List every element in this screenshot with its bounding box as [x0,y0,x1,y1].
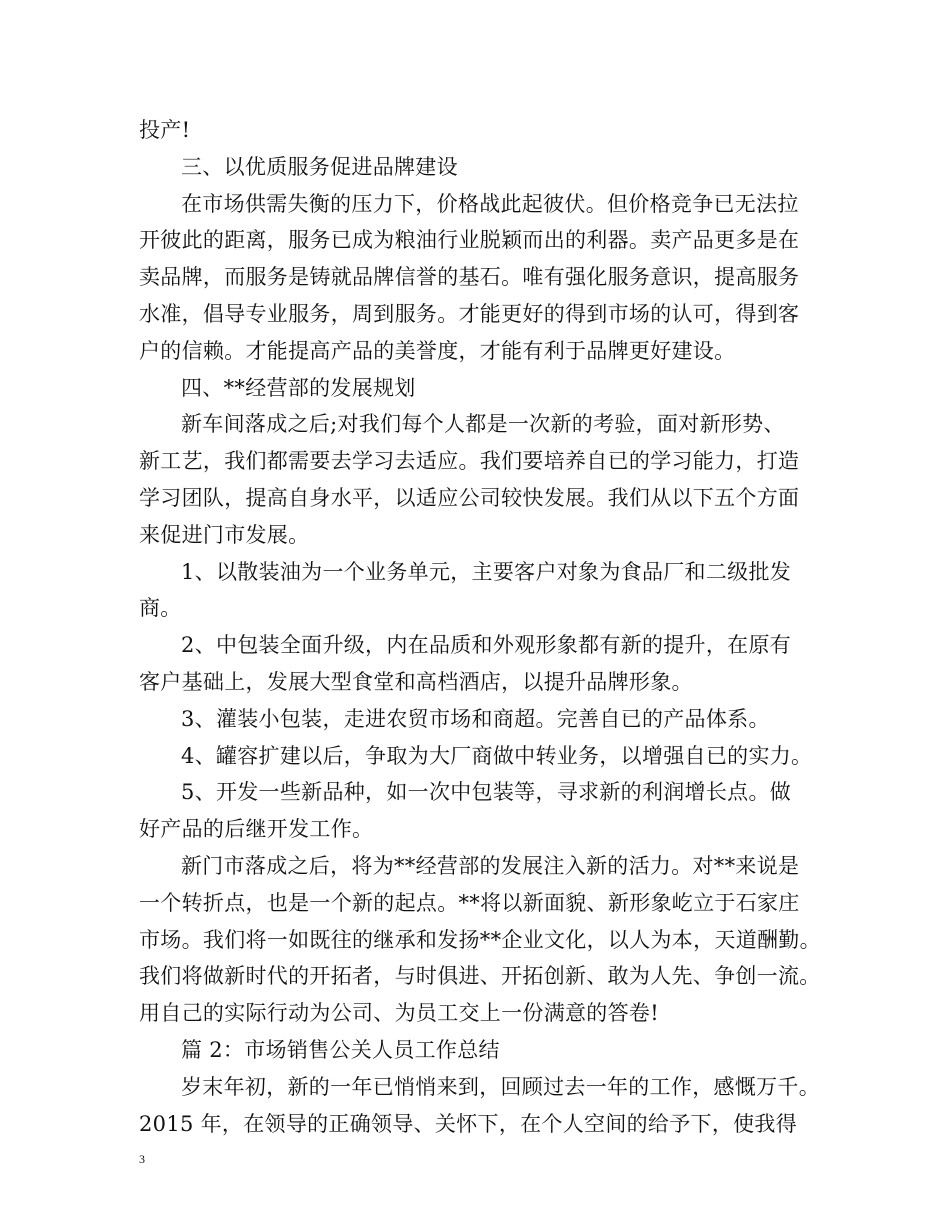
text-line: 户的信赖。才能提高产品的美誉度，才能有利于品牌更好建设。 [139,338,736,363]
text-line: 来促进门市发展。 [139,522,310,547]
page-number: 3 [139,1152,145,1166]
text-line: 2015 年，在领导的正确领导、关怀下，在个人空间的给予下，使我得 [139,1111,798,1136]
text-line: 学习团队，提高自身水平，以适应公司较快发展。我们从以下五个方面 [139,485,800,510]
text-line: 新门市落成之后，将为**经营部的发展注入新的活力。对**来说是 [181,853,800,878]
text-line: 投产! [139,118,191,142]
text-line: 1、以散装油为一个业务单元，主要客户对象为食品厂和二级批发 [181,559,792,584]
text-line: 四、**经营部的发展规划 [181,375,416,400]
text-line: 用自己的实际行动为公司、为员工交上一份满意的答卷! [139,1001,659,1026]
text-line: 三、以优质服务促进品牌建设 [181,154,458,179]
text-line: 好产品的后继开发工作。 [139,817,374,842]
text-line: 新工艺，我们都需要去学习去适应。我们要培养自已的学习能力，打造 [139,449,800,474]
text-line: 在市场供需失衡的压力下，价格战此起彼伏。但价格竞争已无法拉 [181,191,799,216]
text-line: 水准，倡导专业服务，周到服务。才能更好的得到市场的认可，得到客 [139,301,800,326]
text-line: 新车间落成之后;对我们每个人都是一次新的考验，面对新形势、 [181,412,785,437]
text-line: 3、灌装小包装，走进农贸市场和商超。完善自已的产品体系。 [181,706,770,731]
text-line: 4、罐容扩建以后，争取为大厂商做中转业务，以增强自已的实力。 [181,743,813,768]
text-line: 商。 [139,596,182,621]
text-line: 5、开发一些新品种，如一次中包装等，寻求新的利润增长点。做 [181,780,792,805]
text-line: 一个转折点，也是一个新的起点。**将以新面貌、新形象屹立于石家庄 [139,890,800,915]
text-line: 开彼此的距离，服务已成为粮油行业脱颖而出的利器。卖产品更多是在 [139,228,800,253]
text-line: 篇 2：市场销售公关人员工作总结 [181,1037,500,1062]
text-line: 我们将做新时代的开拓者，与时俱进、开拓创新、敢为人先、争创一流。 [139,964,821,989]
text-line: 卖品牌，而服务是铸就品牌信誉的基石。唯有强化服务意识，提高服务 [139,265,800,290]
document-body [139,112,819,1142]
text-line: 岁末年初，新的一年已悄悄来到，回顾过去一年的工作，感慨万千。 [181,1074,820,1099]
text-line: 客户基础上，发展大型食堂和高档酒店，以提升品牌形象。 [139,669,693,694]
text-line: 2、中包装全面升级，内在品质和外观形象都有新的提升，在原有 [181,633,792,658]
text-line: 市场。我们将一如既往的继承和发扬**企业文化，以人为本，天道酬勤。 [139,927,821,952]
